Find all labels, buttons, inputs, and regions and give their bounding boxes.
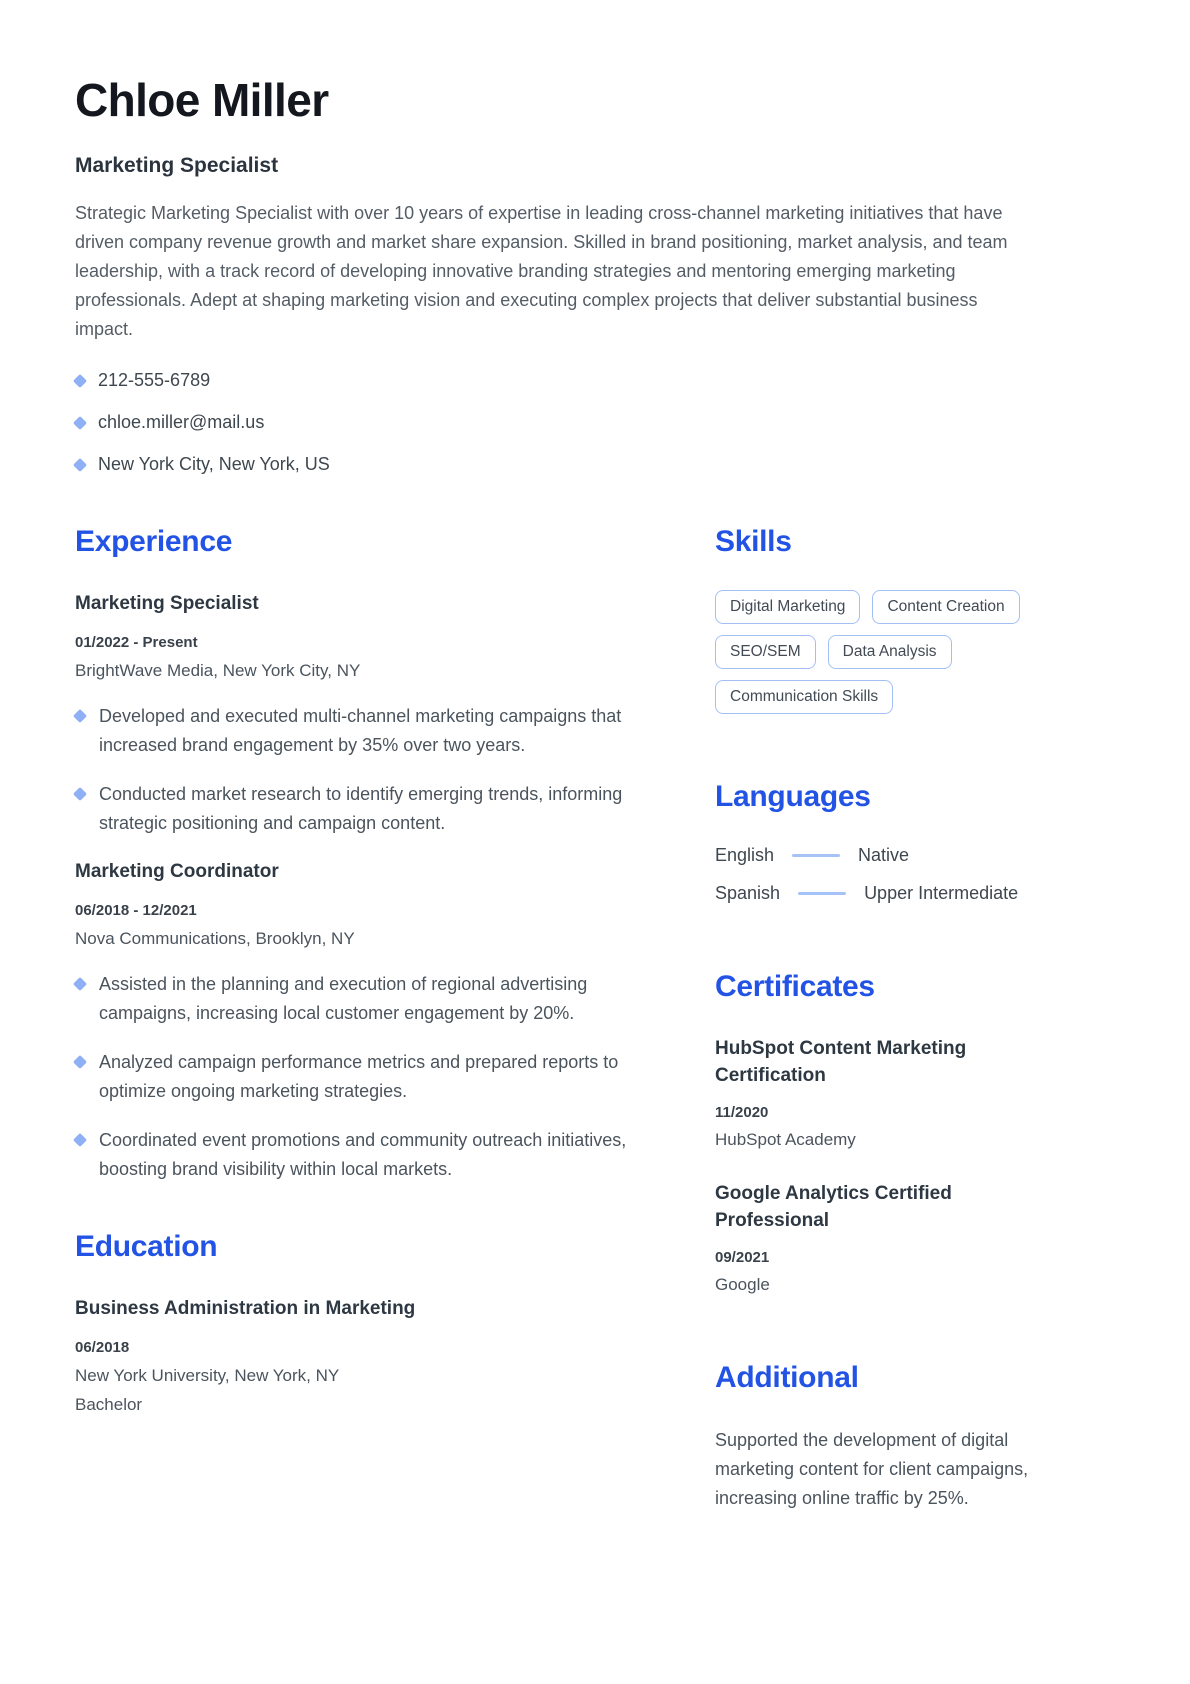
certificates-heading: Certificates <box>715 970 875 1004</box>
language-row <box>715 845 1115 866</box>
job-bullet <box>75 780 639 838</box>
languages-section <box>715 780 1115 904</box>
skills-chip-list <box>715 590 1115 714</box>
job-bullet-list <box>75 970 639 1184</box>
contact-email-text: chloe.miller@mail.us <box>98 412 265 433</box>
job-bullet <box>75 1048 639 1106</box>
certificate-name: HubSpot Content Marketing Certification <box>715 1038 967 1087</box>
contact-email <box>75 412 1115 433</box>
diamond-bullet-icon <box>73 1055 87 1069</box>
contact-list <box>75 370 1115 475</box>
job-bullet <box>75 1126 639 1184</box>
skills-section <box>715 525 1115 714</box>
language-name: English <box>715 845 775 866</box>
education-heading: Education <box>75 1230 218 1264</box>
experience-section <box>75 525 639 1184</box>
skill-chip: Digital Marketing <box>715 590 860 624</box>
education-section <box>75 1230 639 1415</box>
education-date: 06/2018 <box>75 1339 130 1357</box>
summary-text: Strategic Marketing Specialist with over 10 years of expertise in leading cross-channel marketing initiatives that have driven company revenue growth and market share expansion. Skilled in brand positioning, market analysis, and team leadership, with a track record of developing innovative branding strategies and mentoring emerging marketing professionals. Adept at shaping marketing vision and executing complex projects that deliver substantial business impact. <box>75 203 1008 340</box>
candidate-job-title: Marketing Specialist <box>75 154 279 178</box>
job-bullet-text: Analyzed campaign performance metrics and prepared reports to optimize ongoing marketing strategies. <box>99 1052 619 1102</box>
job-title: Marketing Specialist <box>75 593 259 615</box>
additional-text: Supported the development of digital marketing content for client campaigns, increasing online traffic by 25%. <box>715 1430 1029 1509</box>
certificate-date: 11/2020 <box>715 1104 769 1122</box>
job-bullet <box>75 970 639 1028</box>
skill-chip: SEO/SEM <box>715 635 816 669</box>
certificate-name: Google Analytics Certified Professional <box>715 1183 952 1232</box>
left-column <box>75 525 639 1513</box>
skill-chip: Data Analysis <box>828 635 952 669</box>
education-level: Bachelor <box>75 1395 143 1415</box>
contact-location-text: New York City, New York, US <box>98 454 330 475</box>
job-bullet <box>75 702 639 760</box>
language-level: Upper Intermediate <box>864 883 1019 904</box>
right-column <box>715 525 1115 1513</box>
languages-heading: Languages <box>715 780 871 814</box>
certificate-entry <box>715 1035 1115 1150</box>
job-bullet-list <box>75 702 639 838</box>
certificate-issuer: Google <box>715 1275 770 1295</box>
diamond-bullet-icon <box>73 416 87 430</box>
resume-header <box>75 76 1115 475</box>
job-company: BrightWave Media, New York City, NY <box>75 661 361 681</box>
certificate-date: 09/2021 <box>715 1249 770 1267</box>
diamond-bullet-icon <box>73 709 87 723</box>
education-degree: Business Administration in Marketing <box>75 1298 416 1320</box>
language-level-line <box>792 854 840 857</box>
diamond-bullet-icon <box>73 1133 87 1147</box>
job-bullet-text: Developed and executed multi-channel marketing campaigns that increased brand engagement by 35% over two years. <box>99 706 622 756</box>
diamond-bullet-icon <box>73 458 87 472</box>
certificate-entry <box>715 1180 1115 1295</box>
diamond-bullet-icon <box>73 787 87 801</box>
certificate-issuer: HubSpot Academy <box>715 1130 856 1150</box>
diamond-bullet-icon <box>73 374 87 388</box>
skill-chip: Content Creation <box>872 590 1019 624</box>
job-bullet-text: Conducted market research to identify emerging trends, informing strategic positioning and campaign content. <box>99 784 623 834</box>
education-school: New York University, New York, NY <box>75 1366 340 1386</box>
skill-chip: Communication Skills <box>715 680 893 714</box>
diamond-bullet-icon <box>73 977 87 991</box>
additional-heading: Additional <box>715 1361 859 1395</box>
job-bullet-text: Assisted in the planning and execution of regional advertising campaigns, increasing local customer engagement by 20%. <box>99 974 588 1024</box>
contact-phone <box>75 370 1115 391</box>
job-dates: 06/2018 - 12/2021 <box>75 902 197 920</box>
candidate-name: Chloe Miller <box>75 74 329 126</box>
language-row <box>715 883 1115 904</box>
contact-location <box>75 454 1115 475</box>
language-level: Native <box>858 845 910 866</box>
certificates-section <box>715 970 1115 1295</box>
additional-section <box>715 1361 1115 1513</box>
job-entry <box>75 858 639 1184</box>
language-name: Spanish <box>715 883 781 904</box>
job-company: Nova Communications, Brooklyn, NY <box>75 929 355 949</box>
experience-heading: Experience <box>75 525 233 559</box>
skills-heading: Skills <box>715 525 792 559</box>
job-bullet-text: Coordinated event promotions and community outreach initiatives, boosting brand visibility within local markets. <box>99 1130 627 1180</box>
contact-phone-text: 212-555-6789 <box>98 370 211 391</box>
education-entry <box>75 1295 639 1415</box>
job-entry <box>75 590 639 838</box>
resume-body-columns <box>75 525 1115 1513</box>
job-dates: 01/2022 - Present <box>75 634 198 652</box>
job-title: Marketing Coordinator <box>75 861 279 883</box>
language-level-line <box>798 892 846 895</box>
